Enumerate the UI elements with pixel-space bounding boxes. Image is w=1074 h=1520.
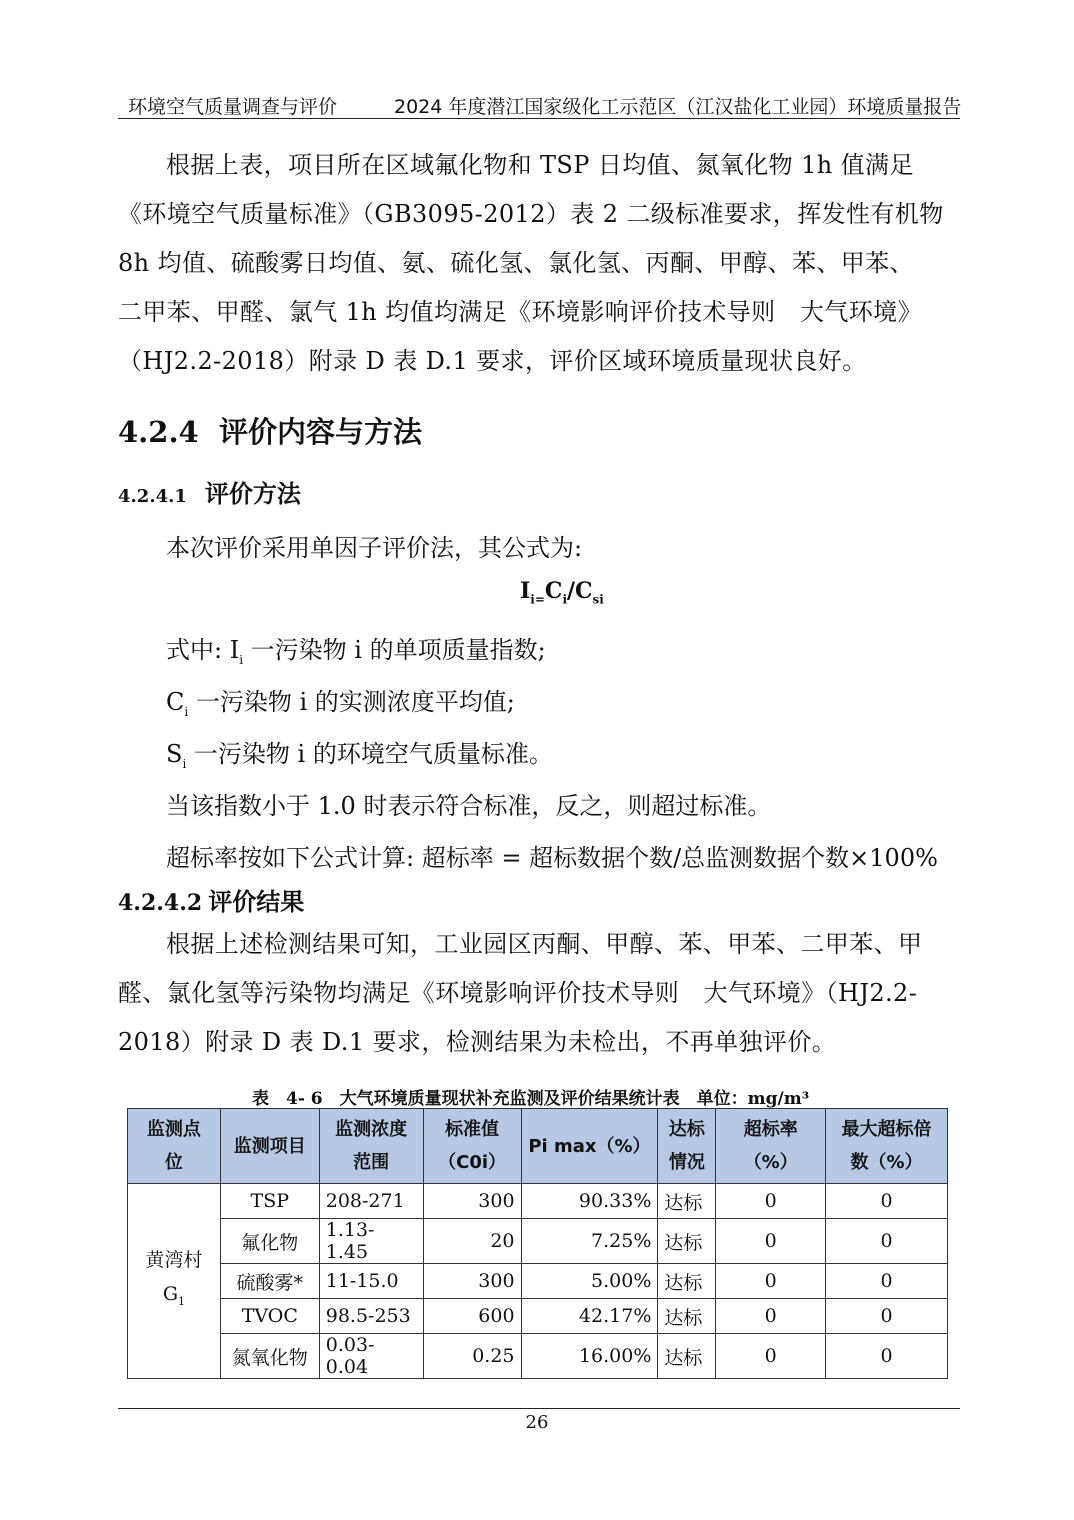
table-cell: 208-271 (319, 1184, 423, 1219)
table-header-cell: 监测浓度 范围 (319, 1109, 423, 1184)
subsection-number: 4.2.4.2 (118, 890, 203, 916)
site-cell (128, 1184, 221, 1379)
table-header-cell: 监测项目 (220, 1109, 319, 1184)
page-header-left: 环境空气质量调查与评价 (128, 96, 338, 118)
table-cell: 300 (423, 1264, 521, 1299)
table-cell: TSP (220, 1184, 319, 1219)
definition-symbol: C (166, 688, 185, 716)
definition-text: 一污染物 i 的环境空气质量标准。 (186, 740, 553, 768)
text-line: 根据上述检测结果可知，工业园区丙酮、甲醇、苯、甲苯、二甲苯、甲 (166, 930, 923, 958)
subsection-heading-method (118, 474, 301, 509)
results-table (127, 1108, 948, 1379)
subsection-heading-results (118, 882, 304, 917)
table-cell: 90.33% (521, 1184, 658, 1219)
formula (520, 578, 604, 606)
table-row (128, 1334, 948, 1379)
formula-eq: = (534, 592, 545, 607)
exceed-formula-line: 超标率按如下公式计算: 超标率 = 超标数据个数/总监测数据个数×100% (166, 844, 938, 872)
table-header-cell: 标准值 （C0i） (423, 1109, 521, 1184)
table-cell: 氮氧化物 (220, 1334, 319, 1379)
table-cell: 5.00% (521, 1264, 658, 1299)
table-header-cell: 超标率 （%） (716, 1109, 826, 1184)
table-cell: 0 (716, 1299, 826, 1334)
section-title: 评价内容与方法 (218, 415, 422, 449)
formula-i-sub: i (530, 592, 535, 607)
definition-symbol: S (166, 740, 183, 768)
table-cell: 42.17% (521, 1299, 658, 1334)
definition-prefix: 式中: (166, 636, 230, 664)
table-row (128, 1219, 948, 1264)
table-cell: 达标 (658, 1299, 716, 1334)
table-cell: 硫酸雾* (220, 1264, 319, 1299)
section-heading (118, 410, 422, 451)
definition-line (166, 630, 546, 667)
table-row (128, 1264, 948, 1299)
table-cell: 0 (826, 1264, 948, 1299)
table-cell: 0 (716, 1264, 826, 1299)
table-header-cell: 最大超标倍 数（%） (826, 1109, 948, 1184)
table-cell: 16.00% (521, 1334, 658, 1379)
paragraph-results (118, 920, 960, 1067)
table-cell: 0 (716, 1184, 826, 1219)
table-cell: TVOC (220, 1299, 319, 1334)
subsection-number: 4.2.4.1 (118, 486, 187, 507)
table-body (128, 1184, 948, 1379)
definition-text: 一污染物 i 的实测浓度平均值; (188, 688, 515, 716)
header-rule (118, 118, 960, 119)
table-cell: 0 (826, 1334, 948, 1379)
table-header-cell: 达标 情况 (658, 1109, 716, 1184)
table-cell: 达标 (658, 1184, 716, 1219)
site-code-subscript: 1 (178, 1294, 185, 1308)
table-caption: 表 4- 6 大气环境质量现状补充监测及评价结果统计表 单位：mg/m³ (252, 1089, 810, 1109)
table-cell: 0 (716, 1334, 826, 1379)
table-cell: 1.13-1.45 (319, 1219, 423, 1264)
table-header-cell: 监测点 位 (128, 1109, 221, 1184)
definition-subscript: i (239, 652, 244, 667)
table-cell: 11-15.0 (319, 1264, 423, 1299)
definition-symbol: I (229, 636, 240, 664)
table-cell: 7.25% (521, 1219, 658, 1264)
footer-rule (118, 1408, 960, 1409)
page-header-right: 2024 年度潜江国家级化工示范区（江汉盐化工业园）环境质量报告 (394, 96, 962, 118)
definition-line (166, 682, 515, 719)
table-cell: 0 (826, 1184, 948, 1219)
subsection-title: 评价结果 (208, 887, 305, 916)
text-line: 8h 均值、硫酸雾日均值、氨、硫化氢、氯化氢、丙酮、甲醇、苯、甲苯、 (118, 249, 914, 277)
table-row (128, 1299, 948, 1334)
table-cell: 98.5-253 (319, 1299, 423, 1334)
formula-c: C (544, 578, 563, 604)
table-header-cell: Pi max（%） (521, 1109, 658, 1184)
criterion-line: 当该指数小于 1.0 时表示符合标准，反之，则超过标准。 (166, 792, 772, 820)
text-line: 2018）附录 D 表 D.1 要求，检测结果为未检出，不再单独评价。 (118, 1028, 837, 1056)
formula-c-sub: i (562, 592, 567, 607)
text-line: 二甲苯、甲醛、氯气 1h 均值均满足《环境影响评价技术导则 大气环境》 (118, 298, 922, 326)
subsection-title: 评价方法 (204, 479, 301, 508)
table-cell: 600 (423, 1299, 521, 1334)
table-cell: 氟化物 (220, 1219, 319, 1264)
table-cell: 达标 (658, 1264, 716, 1299)
site-code: G (162, 1283, 178, 1306)
table-row (128, 1184, 948, 1219)
definition-text: 一污染物 i 的单项质量指数; (243, 636, 546, 664)
formula-i: I (520, 578, 531, 604)
page-number: 26 (525, 1412, 549, 1433)
section-number: 4.2.4 (118, 415, 199, 449)
text-line: 根据上表，项目所在区域氟化物和 TSP 日均值、氮氧化物 1h 值满足 (166, 151, 914, 179)
table-header-row (128, 1109, 948, 1184)
definition-subscript: i (184, 704, 189, 719)
site-name: 黄湾村 (145, 1249, 203, 1272)
table-cell: 0 (826, 1219, 948, 1264)
table-cell: 300 (423, 1184, 521, 1219)
formula-cs: /C (567, 578, 593, 604)
method-intro: 本次评价采用单因子评价法，其公式为: (166, 534, 583, 562)
text-line: 醛、氯化氢等污染物均满足《环境影响评价技术导则 大气环境》（HJ2.2- (118, 979, 918, 1007)
table-cell: 0.03-0.04 (319, 1334, 423, 1379)
text-line: （HJ2.2-2018）附录 D 表 D.1 要求，评价区域环境质量现状良好。 (118, 347, 867, 375)
table-cell: 0 (716, 1219, 826, 1264)
table-cell: 0 (826, 1299, 948, 1334)
table-cell: 达标 (658, 1334, 716, 1379)
text-line: 《环境空气质量标准》（GB3095-2012）表 2 二级标准要求，挥发性有机物 (118, 200, 944, 228)
table-cell: 达标 (658, 1219, 716, 1264)
paragraph-conclusion (118, 141, 960, 386)
table-cell: 20 (423, 1219, 521, 1264)
formula-cs-sub: si (592, 592, 604, 607)
definition-subscript: i (182, 756, 187, 771)
table-cell: 0.25 (423, 1334, 521, 1379)
definition-line (166, 734, 553, 771)
